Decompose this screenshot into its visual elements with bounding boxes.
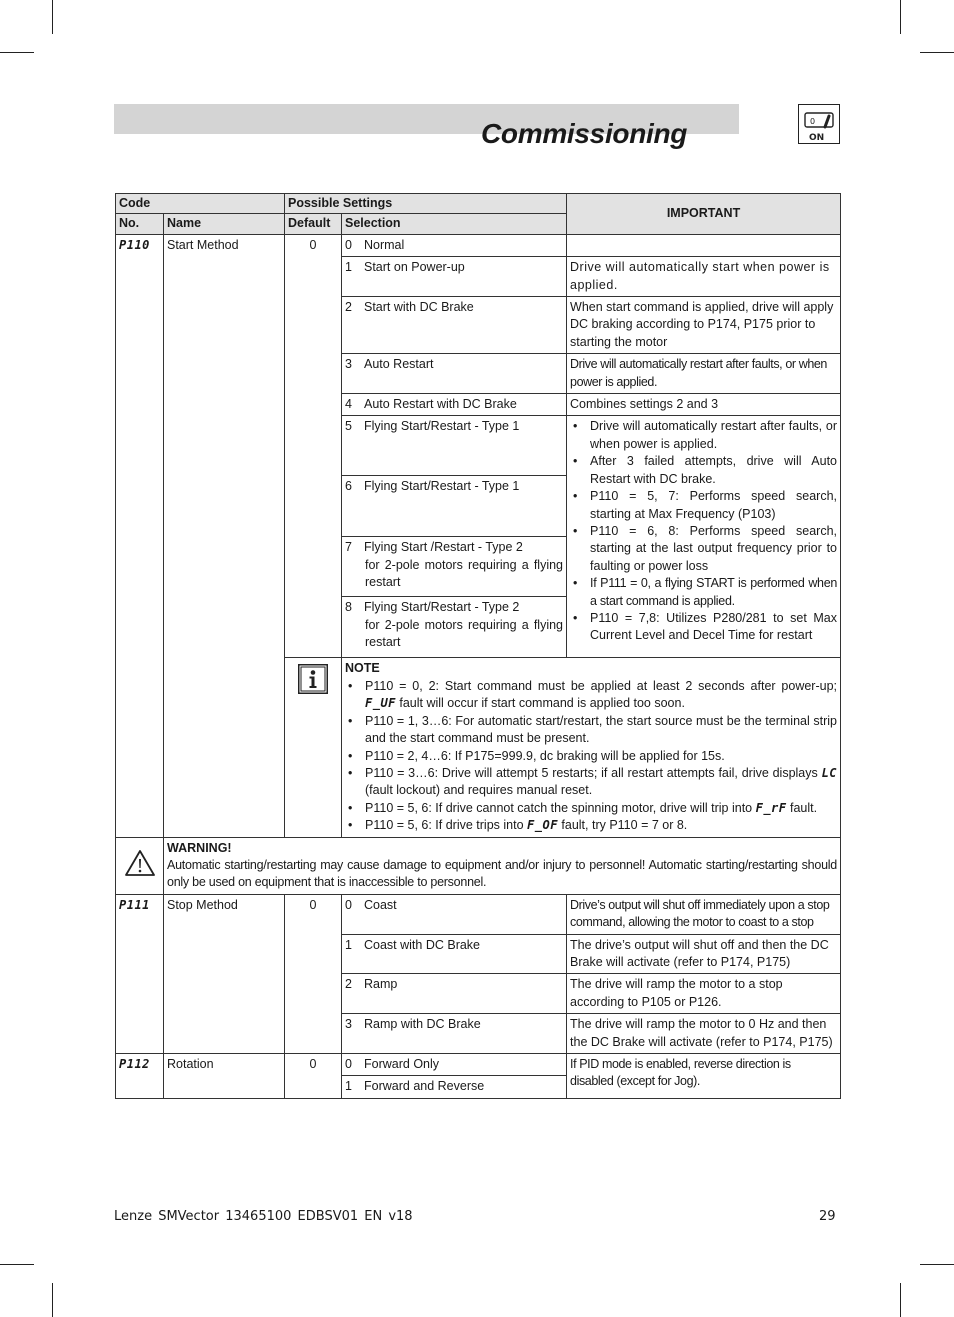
header-important: IMPORTANT bbox=[567, 194, 841, 235]
warning-title: WARNING! bbox=[167, 840, 232, 855]
fault-code: LC bbox=[821, 765, 838, 780]
fault-code: F_rF bbox=[755, 800, 787, 815]
table-header-row bbox=[116, 194, 841, 214]
p112-code bbox=[116, 1054, 164, 1099]
p110-option-8 bbox=[342, 597, 567, 658]
header-code: Code bbox=[116, 194, 285, 214]
note-text: P110 = 0, 2: Start command must be applied at least 2 seconds after power-up; bbox=[365, 678, 838, 693]
note-text: P110 = 3…6: Drive will attempt 5 restarts; if all restart attempts fail, drive displays bbox=[365, 765, 822, 780]
p112-code-text: P112 bbox=[119, 1057, 150, 1071]
option-number: 1 bbox=[345, 1079, 352, 1094]
option-sublabel: for 2-pole motors requiring a flying restart bbox=[365, 557, 564, 590]
note-text: fault will occur if start command is applied too soon. bbox=[395, 696, 685, 711]
p110-important-0 bbox=[567, 234, 841, 256]
p111-important-3: The drive will ramp the motor to 0 Hz and then the DC Brake will activate (refer to P174, P175) bbox=[567, 1014, 841, 1054]
note-bullets bbox=[345, 678, 837, 835]
p111-option-2 bbox=[342, 974, 567, 1014]
option-label: Start with DC Brake bbox=[364, 300, 474, 315]
p110-code bbox=[116, 234, 164, 837]
list-item bbox=[345, 765, 837, 800]
option-number: 4 bbox=[345, 397, 352, 412]
note-icon-cell bbox=[285, 658, 342, 837]
p110-important-3: Drive will automatically restart after faults, or when power is applied. bbox=[567, 354, 841, 394]
header-default: Default bbox=[285, 214, 342, 234]
table-row bbox=[116, 1054, 841, 1076]
list-item bbox=[345, 678, 837, 713]
crop-mark bbox=[920, 52, 954, 53]
icon-on-label: ON bbox=[809, 133, 825, 143]
p110-option-5 bbox=[342, 416, 567, 476]
option-number: 1 bbox=[345, 937, 352, 952]
p111-name: Stop Method bbox=[164, 894, 285, 1053]
note-text: fault. bbox=[786, 800, 818, 815]
p111-important-2: The drive will ramp the motor to a stop according to P105 or P126. bbox=[567, 974, 841, 1014]
option-number: 2 bbox=[345, 300, 352, 315]
header-selection: Selection bbox=[342, 214, 567, 234]
p111-default: 0 bbox=[285, 894, 342, 1053]
power-on-icon bbox=[798, 104, 840, 144]
p111-option-1 bbox=[342, 934, 567, 974]
warning-icon bbox=[124, 849, 156, 882]
flying-start-bullets bbox=[570, 418, 837, 644]
option-number: 6 bbox=[345, 479, 352, 494]
crop-mark bbox=[0, 52, 34, 53]
option-number: 3 bbox=[345, 1017, 352, 1032]
header-name: Name bbox=[164, 214, 285, 234]
p110-important-1: Drive will automatically start when power is applied. bbox=[567, 257, 841, 297]
p110-option-2 bbox=[342, 297, 567, 354]
p111-code-text: P111 bbox=[119, 897, 150, 912]
option-sublabel: for 2-pole motors requiring a flying restart bbox=[365, 617, 564, 650]
p112-option-1 bbox=[342, 1076, 567, 1098]
option-number: 2 bbox=[345, 977, 352, 992]
option-label: Forward and Reverse bbox=[364, 1079, 485, 1094]
warning-icon-cell bbox=[116, 837, 164, 894]
crop-mark bbox=[900, 1283, 901, 1317]
option-number: 5 bbox=[345, 419, 352, 434]
crop-mark bbox=[52, 0, 53, 34]
p112-default: 0 bbox=[285, 1054, 342, 1099]
p110-name: Start Method bbox=[164, 234, 285, 837]
p110-option-7 bbox=[342, 537, 567, 597]
option-label: Auto Restart bbox=[364, 357, 434, 372]
icon-off-label: 0 bbox=[810, 117, 816, 126]
note-text: (fault lockout) and requires manual reset. bbox=[365, 783, 593, 798]
option-number: 0 bbox=[345, 1057, 352, 1071]
option-number: 7 bbox=[345, 540, 352, 555]
option-label: Flying Start /Restart - Type 2 bbox=[364, 540, 523, 555]
p111-important-0: Drive’s output will shut off immediately upon a stop command, allowing the motor to coast to a stop bbox=[567, 894, 841, 934]
warning-text: Automatic starting/restarting may cause damage to equipment and/or injury to personnel! Automatic starting/restarting should only be used on equipment that is inaccessible to personnel. bbox=[167, 857, 838, 890]
option-label: Start on Power-up bbox=[364, 260, 465, 275]
p112-option-0 bbox=[342, 1054, 567, 1076]
table-row bbox=[116, 894, 841, 934]
list-item: • P110 = 2, 4…6: If P175=999.9, dc braking will be applied for 15s. bbox=[345, 748, 837, 765]
option-label: Coast bbox=[364, 897, 397, 912]
option-number: 0 bbox=[345, 897, 352, 912]
p110-option-0 bbox=[342, 234, 567, 256]
p110-option-6 bbox=[342, 476, 567, 537]
fault-code: F_OF bbox=[527, 818, 558, 833]
option-label: Auto Restart with DC Brake bbox=[364, 397, 517, 412]
list-item: • Drive will automatically restart after faults, or when power is applied. bbox=[570, 418, 837, 453]
option-number: 8 bbox=[345, 600, 352, 615]
note-text: fault, try P110 = 7 or 8. bbox=[557, 818, 688, 833]
p110-option-3 bbox=[342, 354, 567, 394]
crop-mark bbox=[0, 1264, 34, 1265]
option-label: Flying Start/Restart - Type 1 bbox=[364, 479, 520, 494]
p112-name: Rotation bbox=[164, 1054, 285, 1099]
warning-cell bbox=[164, 837, 841, 894]
option-label: Ramp with DC Brake bbox=[364, 1017, 481, 1032]
list-item: • If P111 = 0, a flying START is performed when a start command is applied. bbox=[570, 575, 837, 610]
list-item bbox=[345, 800, 837, 817]
note-text: P110 = 5, 6: If drive cannot catch the spinning motor, drive will trip into bbox=[365, 800, 756, 815]
fault-code: F_UF bbox=[365, 696, 396, 711]
table-row bbox=[116, 837, 841, 894]
p110-option-1 bbox=[342, 257, 567, 297]
p110-important-4: Combines settings 2 and 3 bbox=[567, 394, 841, 416]
option-label: Flying Start/Restart - Type 1 bbox=[364, 419, 520, 434]
crop-mark bbox=[900, 0, 901, 34]
note-text: P110 = 5, 6: If drive trips into bbox=[365, 818, 528, 833]
note-title: NOTE bbox=[345, 661, 380, 676]
p110-option-4 bbox=[342, 394, 567, 416]
page-number: 29 bbox=[819, 1209, 836, 1224]
list-item: • P110 = 7,8: Utilizes P280/281 to set Max Current Level and Decel Time for restart bbox=[570, 610, 837, 645]
p112-important: If PID mode is enabled, reverse direction is disabled (except for Jog). bbox=[567, 1054, 841, 1099]
p111-option-0 bbox=[342, 894, 567, 934]
footer-doc-ref: Lenze SMVector 13465100 EDBSV01 EN v18 bbox=[114, 1209, 413, 1224]
option-number: 1 bbox=[345, 260, 352, 275]
p110-flying-important bbox=[567, 416, 841, 658]
list-item: • P110 = 5, 7: Performs speed search, starting at Max Frequency (P103) bbox=[570, 488, 837, 523]
p110-code-text: P110 bbox=[119, 237, 150, 252]
parameter-table bbox=[115, 193, 841, 1099]
option-label: Coast with DC Brake bbox=[364, 937, 481, 952]
p110-default: 0 bbox=[285, 234, 342, 658]
option-label: Forward Only bbox=[364, 1057, 440, 1071]
list-item bbox=[345, 817, 837, 834]
option-label: Ramp bbox=[364, 977, 398, 992]
p111-important-1: The drive’s output will shut off and then the DC Brake will activate (refer to P174, P175) bbox=[567, 934, 841, 974]
list-item: • P110 = 6, 8: Performs speed search, starting at the last output frequency prior to faulting or power loss bbox=[570, 523, 837, 575]
table-row bbox=[116, 234, 841, 256]
p110-important-2: When start command is applied, drive will apply DC braking according to P174, P175 prior to starting the motor bbox=[567, 297, 841, 354]
header-possible-settings: Possible Settings bbox=[285, 194, 567, 214]
p111-option-3 bbox=[342, 1014, 567, 1054]
option-label: Flying Start/Restart - Type 2 bbox=[364, 600, 520, 615]
p110-note bbox=[342, 658, 841, 837]
option-number: 0 bbox=[345, 237, 352, 252]
list-item: • After 3 failed attempts, drive will Auto Restart with DC brake. bbox=[570, 453, 837, 488]
crop-mark bbox=[52, 1283, 53, 1317]
option-label: Normal bbox=[364, 237, 405, 252]
crop-mark bbox=[920, 1264, 954, 1265]
page-title: Commissioning bbox=[481, 118, 688, 149]
p111-code bbox=[116, 894, 164, 1053]
header-no: No. bbox=[116, 214, 164, 234]
option-number: 3 bbox=[345, 357, 352, 372]
list-item: • P110 = 1, 3…6: For automatic start/restart, the start source must be the terminal strip and the start command must be present. bbox=[345, 713, 837, 748]
info-icon bbox=[298, 664, 328, 699]
